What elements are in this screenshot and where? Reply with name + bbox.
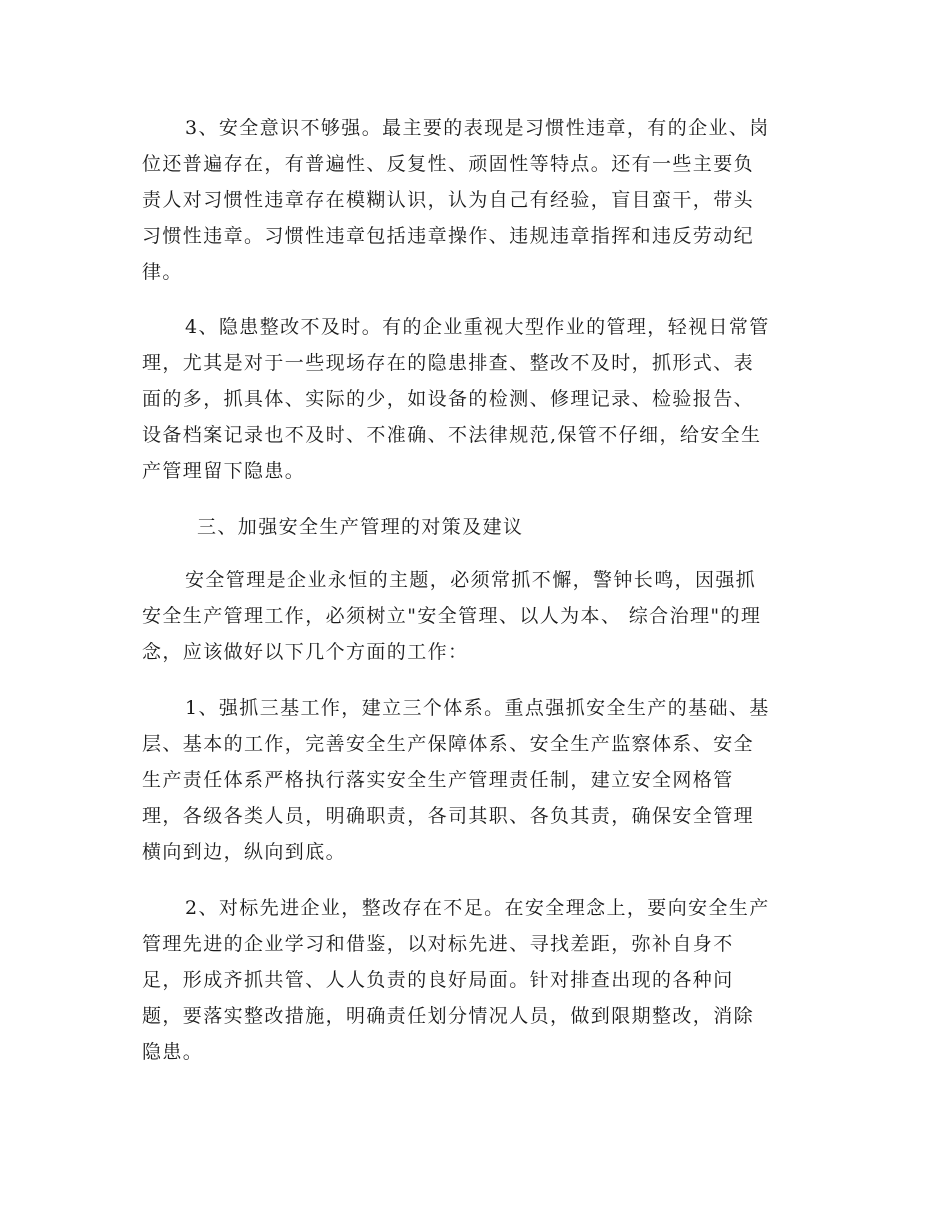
- paragraph-hazard-rectification: [142, 309, 808, 489]
- text-line: 足，形成齐抓共管、人人负责的良好局面。针对排查出现的各种问: [142, 969, 734, 991]
- text-line: 3、安全意识不够强。最主要的表现是习惯性违章，有的企业、岗: [185, 117, 770, 139]
- text-line: 管理先进的企业学习和借鉴，以对标先进、寻找差距，弥补自身不: [142, 933, 734, 955]
- text-line: 设备档案记录也不及时、不准确、不法律规范,保管不仔细，给安全生: [142, 424, 762, 446]
- text-line: 责人对习惯性违章存在模糊认识，认为自己有经验，盲目蛮干，带头: [142, 189, 755, 211]
- section-heading: [142, 509, 808, 545]
- text-line: 产管理留下隐患。: [142, 460, 306, 482]
- paragraph-safety-awareness: [142, 110, 808, 290]
- text-line: 位还普遍存在，有普遍性、反复性、顽固性等特点。还有一些主要负: [142, 153, 755, 175]
- text-line: 面的多，抓具体、实际的少，如设备的检测、修理记录、检验报告、: [142, 388, 755, 410]
- text-line: 4、隐患整改不及时。有的企业重视大型作业的管理，轻视日常管: [185, 316, 770, 338]
- text-line: 安全管理是企业永恒的主题，必须常抓不懈，警钟长鸣，因强抓: [185, 569, 757, 591]
- text-line: 安全生产管理工作，必须树立"安全管理、以人为本、 综合治理"的理: [142, 605, 762, 627]
- section-heading-text: 三、加强安全生产管理的对策及建议: [197, 516, 524, 538]
- text-line: 理，尤其是对于一些现场存在的隐患排查、整改不及时，抓形式、表: [142, 352, 755, 374]
- paragraph-intro: [142, 562, 808, 670]
- text-line: 隐患。: [142, 1041, 204, 1063]
- text-line: 生产责任体系严格执行落实安全生产管理责任制，建立安全网格管: [142, 769, 734, 791]
- text-line: 横向到边，纵向到底。: [142, 841, 347, 863]
- text-line: 2、对标先进企业，整改存在不足。在安全理念上，要向安全生产: [185, 897, 770, 919]
- text-line: 念，应该做好以下几个方面的工作：: [142, 641, 469, 663]
- text-line: 理，各级各类人员，明确职责，各司其职、各负其责，确保安全管理: [142, 805, 755, 827]
- paragraph-suggestion-2: [142, 890, 808, 1070]
- paragraph-suggestion-1: [142, 690, 808, 870]
- text-line: 习惯性违章。习惯性违章包括违章操作、违规违章指挥和违反劳动纪: [142, 225, 755, 247]
- text-line: 律。: [142, 261, 183, 283]
- text-line: 1、强抓三基工作，建立三个体系。重点强抓安全生产的基础、基: [185, 697, 770, 719]
- text-line: 题，要落实整改措施，明确责任划分情况人员，做到限期整改，消除: [142, 1005, 755, 1027]
- text-line: 层、基本的工作，完善安全生产保障体系、安全生产监察体系、安全: [142, 733, 755, 755]
